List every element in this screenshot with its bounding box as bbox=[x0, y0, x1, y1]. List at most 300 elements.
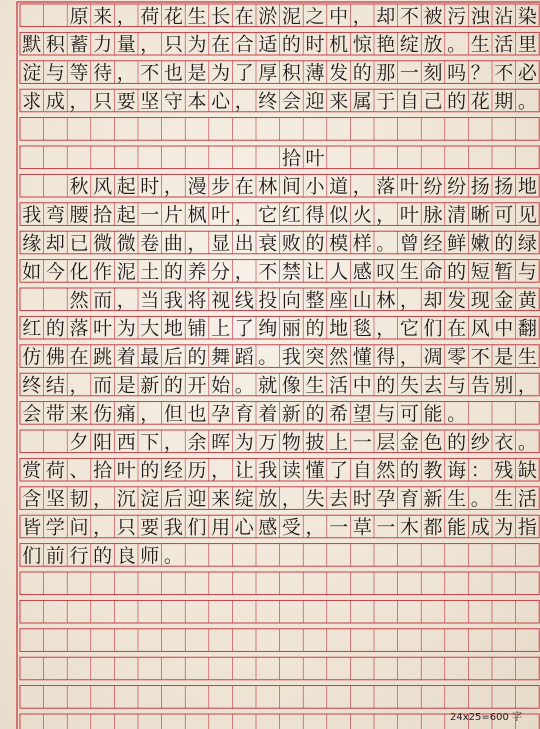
grid-char: 新 bbox=[140, 374, 160, 397]
grid-char: 历 bbox=[187, 459, 207, 482]
grid-char: 只 bbox=[163, 33, 183, 56]
grid-char: 不 bbox=[399, 5, 419, 28]
grid-char: 金 bbox=[494, 289, 514, 312]
grid-char: 披 bbox=[305, 431, 325, 454]
grid-char: ， bbox=[69, 90, 89, 113]
grid-row bbox=[20, 32, 540, 55]
grid-char: 艳 bbox=[376, 33, 396, 56]
grid-char: 望 bbox=[352, 402, 372, 425]
grid-row bbox=[20, 61, 540, 84]
grid-char: 痛 bbox=[116, 402, 136, 425]
grid-char: 师 bbox=[140, 544, 160, 567]
grid-char: 心 bbox=[234, 516, 254, 539]
grid-char: 分 bbox=[211, 260, 231, 283]
grid-char: 教 bbox=[423, 459, 443, 482]
grid-char: 去 bbox=[329, 488, 349, 511]
grid-char: 我 bbox=[163, 516, 183, 539]
grid-char: 受 bbox=[281, 516, 301, 539]
grid-char: 赏 bbox=[22, 459, 42, 482]
grid-row bbox=[20, 146, 539, 169]
grid-char: 蓄 bbox=[69, 33, 89, 56]
grid-char: 起 bbox=[116, 175, 136, 198]
grid-char: 叶 bbox=[305, 147, 325, 170]
grid-char: 都 bbox=[423, 516, 443, 539]
grid-row bbox=[20, 572, 539, 595]
grid-char: 现 bbox=[470, 289, 490, 312]
grid-char: 让 bbox=[305, 260, 325, 283]
grid-char: 让 bbox=[234, 459, 254, 482]
grid-char: ， bbox=[352, 175, 372, 198]
grid-char: 为 bbox=[234, 431, 254, 454]
grid-char: 沾 bbox=[494, 5, 514, 28]
grid-char: 绽 bbox=[399, 33, 419, 56]
grid-char: 却 bbox=[423, 289, 443, 312]
grid-char: 的 bbox=[45, 317, 65, 340]
grid-char: ， bbox=[305, 516, 325, 539]
grid-char: 含 bbox=[22, 488, 42, 511]
grid-char: 间 bbox=[281, 175, 301, 198]
grid-char: 我 bbox=[163, 289, 183, 312]
grid-char: 一 bbox=[329, 516, 349, 539]
grid-char: 与 bbox=[517, 260, 537, 283]
grid-char: 如 bbox=[22, 260, 42, 283]
grid-char: ， bbox=[281, 488, 301, 511]
grid-char: ， bbox=[116, 5, 136, 28]
grid-char: 放 bbox=[423, 33, 443, 56]
grid-char: ： bbox=[470, 459, 490, 482]
grid-char: 丽 bbox=[281, 317, 301, 340]
grid-char: 绽 bbox=[234, 488, 254, 511]
grid-char: 了 bbox=[329, 459, 349, 482]
grid-char: 而 bbox=[93, 289, 113, 312]
grid-char: 放 bbox=[258, 488, 278, 511]
grid-char: 残 bbox=[494, 459, 514, 482]
grid-char: ， bbox=[399, 289, 419, 312]
grid-char: 投 bbox=[258, 289, 278, 312]
grid-char: 成 bbox=[45, 90, 65, 113]
grid-row bbox=[20, 288, 540, 311]
grid-char: 的 bbox=[494, 232, 514, 255]
grid-char: 。 bbox=[447, 33, 467, 56]
grid-char: 却 bbox=[376, 5, 396, 28]
grid-char: 着 bbox=[258, 402, 278, 425]
grid-char: 韧 bbox=[69, 488, 89, 511]
grid-char: 叶 bbox=[116, 459, 136, 482]
grid-char: 。 bbox=[258, 346, 278, 369]
grid-row bbox=[20, 345, 540, 368]
grid-char: 衰 bbox=[258, 232, 278, 255]
grid-char: ， bbox=[376, 317, 396, 340]
grid-row bbox=[20, 118, 539, 141]
grid-char: 鲜 bbox=[447, 232, 467, 255]
grid-char: 上 bbox=[211, 317, 231, 340]
grid-row bbox=[20, 487, 540, 510]
grid-char: 落 bbox=[69, 317, 89, 340]
grid-char: 来 bbox=[93, 5, 113, 28]
grid-char: 孕 bbox=[211, 402, 231, 425]
grid-char: 中 bbox=[329, 5, 349, 28]
grid-char: 时 bbox=[305, 33, 325, 56]
grid-char: 漫 bbox=[187, 175, 207, 198]
grid-char: 的 bbox=[447, 260, 467, 283]
grid-char: 与 bbox=[447, 374, 467, 397]
grid-char: 一 bbox=[352, 431, 372, 454]
grid-char: 。 bbox=[517, 90, 537, 113]
grid-char: 积 bbox=[281, 62, 301, 85]
grid-char: 可 bbox=[494, 204, 514, 227]
grid-char: 、 bbox=[69, 459, 89, 482]
grid-char: 感 bbox=[352, 260, 372, 283]
grid-char: 叶 bbox=[399, 175, 419, 198]
grid-char: 就 bbox=[258, 374, 278, 397]
grid-char: 一 bbox=[140, 204, 160, 227]
grid-char: 淀 bbox=[140, 488, 160, 511]
grid-char: 新 bbox=[281, 402, 301, 425]
grid-char: 的 bbox=[305, 232, 325, 255]
grid-char: 然 bbox=[329, 346, 349, 369]
grid-char: 得 bbox=[376, 346, 396, 369]
grid-char: 但 bbox=[163, 402, 183, 425]
grid-char: 适 bbox=[258, 33, 278, 56]
grid-char: 的 bbox=[399, 459, 419, 482]
grid-char: 为 bbox=[211, 62, 231, 85]
grid-char: 金 bbox=[399, 431, 419, 454]
grid-char: 孕 bbox=[376, 488, 396, 511]
grid-char: 我 bbox=[258, 459, 278, 482]
grid-char: 感 bbox=[258, 516, 278, 539]
grid-char: 花 bbox=[470, 90, 490, 113]
grid-char: 整 bbox=[305, 289, 325, 312]
grid-char: 来 bbox=[211, 488, 231, 511]
grid-char: 之 bbox=[305, 5, 325, 28]
grid-char: 是 bbox=[187, 62, 207, 85]
grid-char: ， bbox=[140, 33, 160, 56]
grid-char: 零 bbox=[447, 346, 467, 369]
grid-char: 那 bbox=[376, 62, 396, 85]
grid-row bbox=[20, 515, 540, 538]
grid-row bbox=[20, 430, 540, 453]
grid-char: 的 bbox=[281, 33, 301, 56]
grid-char: 我 bbox=[281, 346, 301, 369]
grid-char: 最 bbox=[140, 346, 160, 369]
grid-char: 落 bbox=[376, 175, 396, 198]
grid-char: 见 bbox=[517, 204, 537, 227]
grid-char: 大 bbox=[140, 317, 160, 340]
grid-char: 微 bbox=[116, 232, 136, 255]
grid-char: 成 bbox=[470, 516, 490, 539]
grid-char: 败 bbox=[281, 232, 301, 255]
grid-char: 迎 bbox=[187, 488, 207, 511]
grid-char: 养 bbox=[187, 260, 207, 283]
grid-char: 别 bbox=[494, 374, 514, 397]
grid-char: 腰 bbox=[69, 204, 89, 227]
grid-char: 带 bbox=[45, 402, 65, 425]
grid-char: 叶 bbox=[93, 317, 113, 340]
grid-char: 扬 bbox=[470, 175, 490, 198]
grid-char: 绚 bbox=[258, 317, 278, 340]
grid-char: 为 bbox=[116, 317, 136, 340]
grid-char: 的 bbox=[163, 374, 183, 397]
grid-char: 力 bbox=[93, 33, 113, 56]
grid-char: 嫩 bbox=[470, 232, 490, 255]
grid-char: 失 bbox=[305, 488, 325, 511]
grid-char: 余 bbox=[187, 431, 207, 454]
grid-char: 坚 bbox=[140, 90, 160, 113]
grid-char: 我 bbox=[22, 204, 42, 227]
grid-char: 希 bbox=[329, 402, 349, 425]
grid-char: 它 bbox=[399, 317, 419, 340]
grid-char: 等 bbox=[69, 62, 89, 85]
grid-char: 淤 bbox=[258, 5, 278, 28]
grid-char: 时 bbox=[140, 175, 160, 198]
grid-char: 本 bbox=[187, 90, 207, 113]
grid-char: 小 bbox=[305, 175, 325, 198]
grid-char: 曲 bbox=[163, 232, 183, 255]
grid-char: 量 bbox=[116, 33, 136, 56]
grid-char: 缘 bbox=[22, 232, 42, 255]
grid-char: 花 bbox=[163, 5, 183, 28]
grid-char: 脉 bbox=[423, 204, 443, 227]
grid-char: 生 bbox=[305, 374, 325, 397]
grid-char: 。 bbox=[517, 431, 537, 454]
grid-char: 它 bbox=[258, 204, 278, 227]
grid-char: 的 bbox=[376, 374, 396, 397]
grid-char: 翻 bbox=[517, 317, 537, 340]
grid-char: 要 bbox=[116, 90, 136, 113]
grid-char: 生 bbox=[447, 488, 467, 511]
grid-row bbox=[20, 686, 539, 709]
grid-char: 要 bbox=[140, 516, 160, 539]
grid-char: 舞 bbox=[211, 346, 231, 369]
grid-char: 只 bbox=[116, 516, 136, 539]
grid-char: 地 bbox=[517, 175, 537, 198]
grid-char: ， bbox=[140, 402, 160, 425]
grid-char: 模 bbox=[329, 232, 349, 255]
grid-char: 也 bbox=[187, 402, 207, 425]
grid-row bbox=[20, 174, 540, 197]
grid-char: 良 bbox=[116, 544, 136, 567]
grid-char: 不 bbox=[140, 62, 160, 85]
grid-char: 诲 bbox=[447, 459, 467, 482]
grid-row bbox=[20, 316, 540, 339]
grid-char: 默 bbox=[22, 33, 42, 56]
grid-char: 经 bbox=[423, 232, 443, 255]
grid-char: 在 bbox=[447, 317, 467, 340]
grid-char: 在 bbox=[211, 33, 231, 56]
grid-char: 扬 bbox=[494, 175, 514, 198]
grid-char: 化 bbox=[69, 260, 89, 283]
grid-char: 阳 bbox=[93, 431, 113, 454]
grid-char: ， bbox=[116, 289, 136, 312]
grid-char: ， bbox=[234, 260, 254, 283]
grid-char: 只 bbox=[93, 90, 113, 113]
grid-char: ， bbox=[517, 374, 537, 397]
grid-char: 问 bbox=[69, 516, 89, 539]
grid-char: 失 bbox=[399, 374, 419, 397]
grid-char: 物 bbox=[281, 431, 301, 454]
grid-row bbox=[20, 600, 539, 623]
grid-char: ， bbox=[163, 175, 183, 198]
grid-char: ， bbox=[234, 204, 254, 227]
grid-char: 能 bbox=[423, 402, 443, 425]
grid-row bbox=[20, 89, 539, 112]
grid-char: 懂 bbox=[352, 346, 372, 369]
grid-char: 火 bbox=[352, 204, 372, 227]
grid-char: 。 bbox=[163, 544, 183, 567]
grid-char: 积 bbox=[45, 33, 65, 56]
grid-char: 着 bbox=[116, 346, 136, 369]
grid-char: 地 bbox=[329, 317, 349, 340]
grid-char: 曾 bbox=[399, 232, 419, 255]
grid-char: 厚 bbox=[258, 62, 278, 85]
grid-char: ， bbox=[93, 488, 113, 511]
grid-char: 为 bbox=[187, 33, 207, 56]
grid-char: 污 bbox=[447, 5, 467, 28]
grid-char: 伤 bbox=[93, 402, 113, 425]
grid-char: 禁 bbox=[281, 260, 301, 283]
grid-char: 不 bbox=[258, 260, 278, 283]
grid-char: 育 bbox=[399, 488, 419, 511]
grid-char: 突 bbox=[305, 346, 325, 369]
grid-char: 样 bbox=[352, 232, 372, 255]
grid-char: 枫 bbox=[187, 204, 207, 227]
grid-char: 生 bbox=[517, 346, 537, 369]
grid-char: 是 bbox=[116, 374, 136, 397]
grid-char: 衣 bbox=[494, 431, 514, 454]
grid-row bbox=[20, 203, 540, 226]
grid-char: 步 bbox=[211, 175, 231, 198]
grid-char: 木 bbox=[399, 516, 419, 539]
grid-char: 清 bbox=[447, 204, 467, 227]
grid-char: 守 bbox=[163, 90, 183, 113]
grid-char: 为 bbox=[494, 516, 514, 539]
grid-char: 的 bbox=[140, 459, 160, 482]
grid-char: 土 bbox=[140, 260, 160, 283]
grid-char: 期 bbox=[494, 90, 514, 113]
grid-char: 与 bbox=[45, 62, 65, 85]
grid-char: 必 bbox=[517, 62, 537, 85]
grid-char: 生 bbox=[399, 260, 419, 283]
grid-char: 心 bbox=[211, 90, 231, 113]
grid-char: 佛 bbox=[45, 346, 65, 369]
grid-char: ， bbox=[376, 204, 396, 227]
grid-char: 起 bbox=[116, 204, 136, 227]
grid-char: 风 bbox=[93, 175, 113, 198]
grid-row bbox=[20, 260, 540, 283]
grid-char: 读 bbox=[281, 459, 301, 482]
grid-char: 被 bbox=[423, 5, 443, 28]
grid-char: 色 bbox=[423, 431, 443, 454]
grid-char: 里 bbox=[517, 33, 537, 56]
grid-char: 们 bbox=[22, 544, 42, 567]
grid-char: ， bbox=[211, 459, 231, 482]
grid-char: 了 bbox=[234, 317, 254, 340]
grid-char: 淀 bbox=[22, 62, 42, 85]
grid-char: 生 bbox=[470, 33, 490, 56]
grid-char: 。 bbox=[234, 374, 254, 397]
grid-char: 。 bbox=[447, 402, 467, 425]
grid-char: 迎 bbox=[305, 90, 325, 113]
grid-char: 泥 bbox=[281, 5, 301, 28]
grid-char: 能 bbox=[447, 516, 467, 539]
grid-char: 荷 bbox=[45, 459, 65, 482]
grid-char: 来 bbox=[69, 402, 89, 425]
grid-char: 绿 bbox=[517, 232, 537, 255]
grid-count-label: 24x25=600 字 bbox=[449, 712, 522, 723]
grid-char: 发 bbox=[447, 289, 467, 312]
grid-char: 中 bbox=[352, 374, 372, 397]
grid-char: 经 bbox=[163, 459, 183, 482]
grid-char: 西 bbox=[116, 431, 136, 454]
grid-char: 然 bbox=[69, 289, 89, 312]
grid-char: 向 bbox=[281, 289, 301, 312]
grid-char: 林 bbox=[258, 175, 278, 198]
grid-char: 拾 bbox=[281, 147, 301, 170]
grid-char: 道 bbox=[329, 175, 349, 198]
grid-row bbox=[20, 231, 540, 254]
grid-char: 跳 bbox=[93, 346, 113, 369]
grid-char: ， bbox=[234, 90, 254, 113]
grid-char: 的 bbox=[352, 62, 372, 85]
grid-char: 也 bbox=[163, 62, 183, 85]
grid-char: 凋 bbox=[423, 346, 443, 369]
grid-char: 属 bbox=[352, 90, 372, 113]
grid-char: 生 bbox=[187, 5, 207, 28]
grid-char: 指 bbox=[517, 516, 537, 539]
grid-char: 薄 bbox=[305, 62, 325, 85]
grid-char: ？ bbox=[470, 62, 490, 85]
grid-char: 叹 bbox=[376, 260, 396, 283]
grid-char: 叶 bbox=[399, 204, 419, 227]
grid-char: 中 bbox=[494, 317, 514, 340]
grid-char: 前 bbox=[45, 544, 65, 567]
grid-char: 后 bbox=[163, 488, 183, 511]
grid-char: 浊 bbox=[470, 5, 490, 28]
grid-char: 上 bbox=[329, 431, 349, 454]
grid-char: 像 bbox=[281, 374, 301, 397]
grid-char: 的 bbox=[447, 90, 467, 113]
grid-char: ， bbox=[352, 5, 372, 28]
grid-char: ， bbox=[69, 374, 89, 397]
grid-char: 终 bbox=[258, 90, 278, 113]
grid-char: 秋 bbox=[69, 175, 89, 198]
grid-char: 蹈 bbox=[234, 346, 254, 369]
grid-char: 。 bbox=[470, 488, 490, 511]
grid-char: 不 bbox=[494, 62, 514, 85]
grid-char: 仿 bbox=[22, 346, 42, 369]
grid-char: 可 bbox=[399, 402, 419, 425]
grid-char: 然 bbox=[376, 459, 396, 482]
grid-char: 自 bbox=[352, 459, 372, 482]
grid-char: 的 bbox=[305, 317, 325, 340]
grid-char: 夕 bbox=[69, 431, 89, 454]
grid-char: 黄 bbox=[517, 289, 537, 312]
grid-char: 生 bbox=[494, 488, 514, 511]
grid-char: 合 bbox=[234, 33, 254, 56]
grid-char: 万 bbox=[258, 431, 278, 454]
grid-char: 活 bbox=[517, 488, 537, 511]
grid-char: 用 bbox=[211, 516, 231, 539]
grid-char: 在 bbox=[234, 175, 254, 198]
grid-char: 暂 bbox=[494, 260, 514, 283]
grid-char: 发 bbox=[329, 62, 349, 85]
grid-char: 得 bbox=[305, 204, 325, 227]
grid-char: 座 bbox=[329, 289, 349, 312]
grid-char: 染 bbox=[517, 5, 537, 28]
grid-char: 。 bbox=[376, 232, 396, 255]
grid-char: 微 bbox=[93, 232, 113, 255]
grid-char: 视 bbox=[211, 289, 231, 312]
